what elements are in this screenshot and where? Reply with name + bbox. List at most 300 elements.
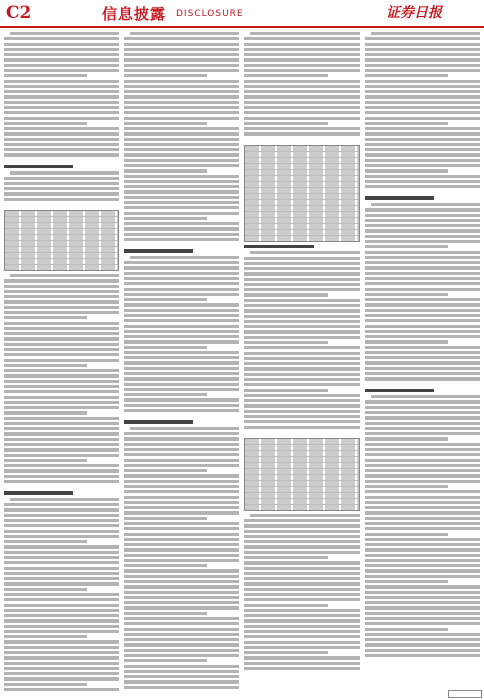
text-line — [365, 459, 480, 462]
text-line — [124, 628, 239, 631]
text-line — [4, 662, 119, 665]
text-line — [365, 580, 448, 583]
text-line — [244, 667, 360, 670]
newspaper-logo: 证券日报 — [386, 5, 442, 21]
text-line — [124, 196, 239, 199]
text-line — [365, 330, 480, 333]
text-line — [244, 267, 360, 270]
text-line — [124, 393, 207, 396]
text-line — [365, 111, 480, 114]
text-line — [124, 148, 239, 151]
text-line — [4, 588, 87, 591]
text-line — [244, 373, 360, 376]
text-line — [4, 656, 119, 659]
text-line — [4, 380, 119, 383]
text-line — [365, 654, 480, 657]
section-heading — [365, 196, 434, 200]
text-line — [124, 665, 239, 668]
text-line — [4, 311, 119, 314]
text-line — [365, 346, 480, 349]
text-line — [365, 95, 480, 98]
text-line — [244, 127, 360, 130]
text-line — [365, 606, 480, 609]
text-line — [124, 351, 239, 354]
text-line — [124, 117, 239, 120]
text-line — [365, 43, 480, 46]
text-line — [124, 90, 239, 93]
text-line — [124, 222, 239, 225]
text-line — [4, 337, 119, 340]
text-line — [365, 319, 480, 322]
text-line — [365, 58, 480, 61]
text-line — [244, 262, 360, 265]
text-line — [124, 169, 207, 172]
text-line — [4, 422, 119, 425]
text-line — [124, 233, 239, 236]
text-line — [365, 517, 480, 520]
text-line — [365, 85, 480, 88]
text-line — [365, 485, 448, 488]
text-line — [124, 175, 239, 178]
text-line — [4, 503, 119, 506]
text-line — [124, 132, 239, 135]
text-line — [244, 556, 328, 559]
text-line — [124, 432, 239, 435]
text-line — [365, 138, 480, 141]
text-line — [365, 298, 480, 301]
text-line — [4, 677, 119, 680]
text-line — [244, 420, 360, 423]
text-line — [4, 300, 119, 303]
text-line — [365, 185, 480, 188]
text-line — [4, 598, 119, 601]
text-line — [124, 453, 239, 456]
text-line — [365, 559, 480, 562]
text-line — [365, 612, 480, 615]
text-line — [365, 443, 480, 446]
text-line — [244, 577, 360, 580]
text-line — [244, 582, 360, 585]
text-line — [244, 545, 360, 548]
text-line — [365, 372, 480, 375]
section-heading — [365, 389, 434, 393]
text-line — [4, 290, 119, 293]
text-line — [4, 374, 119, 377]
section-heading — [4, 165, 73, 169]
text-line — [365, 48, 480, 51]
text-line — [124, 143, 239, 146]
text-line — [124, 559, 239, 562]
text-line — [365, 229, 480, 232]
text-line — [244, 74, 328, 77]
text-line — [365, 180, 480, 183]
text-line — [244, 293, 328, 296]
text-line — [365, 224, 480, 227]
text-line — [365, 422, 480, 425]
text-line — [4, 672, 119, 675]
text-line — [10, 498, 119, 501]
text-line — [4, 614, 119, 617]
text-line — [124, 659, 207, 662]
text-line — [365, 272, 480, 275]
text-line — [244, 662, 360, 665]
text-line — [124, 309, 239, 312]
text-line — [365, 361, 480, 364]
text-line — [365, 564, 480, 567]
text-line — [124, 464, 239, 467]
text-line — [4, 448, 119, 451]
text-line — [365, 309, 480, 312]
text-line — [124, 591, 239, 594]
text-line — [4, 64, 119, 67]
text-line — [4, 567, 119, 570]
text-line — [244, 651, 328, 654]
text-line — [365, 506, 480, 509]
table-row — [5, 265, 118, 270]
text-line — [124, 325, 239, 328]
column-1 — [4, 32, 119, 692]
text-line — [124, 298, 207, 301]
text-line — [244, 132, 360, 135]
text-line — [4, 545, 119, 548]
text-line — [124, 670, 239, 673]
text-line — [4, 646, 119, 649]
text-line — [124, 361, 239, 364]
text-line — [244, 535, 360, 538]
text-line — [365, 127, 480, 130]
column-4 — [365, 32, 480, 692]
text-line — [4, 469, 119, 472]
text-line — [130, 32, 239, 35]
text-line — [244, 106, 360, 109]
text-line — [124, 217, 207, 220]
text-line — [124, 480, 239, 483]
text-line — [244, 367, 360, 370]
text-line — [365, 208, 480, 211]
text-line — [4, 411, 87, 414]
text-line — [244, 58, 360, 61]
text-line — [124, 330, 239, 333]
text-line — [365, 469, 480, 472]
text-line — [365, 496, 480, 499]
text-line — [124, 643, 239, 646]
text-line — [365, 153, 480, 156]
text-line — [244, 288, 360, 291]
text-line — [4, 43, 119, 46]
text-line — [250, 32, 360, 35]
text-line — [4, 306, 119, 309]
text-line — [244, 609, 360, 612]
text-line — [4, 369, 119, 372]
text-line — [124, 335, 239, 338]
text-line — [365, 596, 480, 599]
text-line — [4, 364, 87, 367]
page-header — [0, 0, 484, 28]
text-line — [244, 85, 360, 88]
text-line — [244, 524, 360, 527]
text-line — [124, 212, 239, 215]
text-line — [365, 214, 480, 217]
text-line — [4, 524, 119, 527]
text-line — [124, 538, 239, 541]
text-line — [365, 256, 480, 259]
text-line — [124, 261, 239, 264]
text-line — [124, 288, 239, 291]
text-line — [365, 53, 480, 56]
text-line — [244, 320, 360, 323]
text-line — [365, 377, 480, 380]
text-line — [124, 206, 239, 209]
text-line — [244, 619, 360, 622]
text-line — [124, 266, 239, 269]
text-line — [365, 601, 480, 604]
text-line — [124, 622, 239, 625]
text-line — [365, 132, 480, 135]
text-line — [4, 127, 119, 130]
text-line — [244, 519, 360, 522]
data-table — [244, 145, 360, 242]
text-line — [365, 617, 480, 620]
text-line — [244, 389, 328, 392]
text-line — [124, 612, 207, 615]
text-line — [4, 464, 119, 467]
text-line — [124, 372, 239, 375]
text-line — [4, 561, 119, 564]
text-line — [244, 646, 360, 649]
text-line — [4, 101, 119, 104]
text-line — [244, 641, 360, 644]
text-line — [244, 257, 360, 260]
text-line — [124, 585, 239, 588]
column-3 — [244, 32, 360, 692]
text-line — [244, 426, 360, 429]
text-line — [4, 514, 119, 517]
text-line — [4, 688, 119, 691]
text-line — [244, 122, 328, 125]
text-line — [365, 367, 480, 370]
text-line — [365, 591, 480, 594]
text-line — [124, 367, 239, 370]
text-line — [4, 327, 119, 330]
text-line — [124, 159, 239, 162]
text-line — [4, 177, 119, 180]
text-line — [124, 649, 239, 652]
text-line — [365, 638, 480, 641]
text-line — [4, 530, 119, 533]
text-line — [4, 111, 119, 114]
text-line — [124, 282, 239, 285]
text-line — [4, 74, 87, 77]
text-line — [124, 485, 239, 488]
text-line — [365, 335, 480, 338]
text-line — [124, 238, 239, 241]
text-line — [365, 261, 480, 264]
text-line — [124, 575, 239, 578]
text-line — [244, 43, 360, 46]
text-line — [244, 415, 360, 418]
text-line — [244, 656, 360, 659]
text-line — [244, 330, 360, 333]
text-line — [250, 251, 360, 254]
text-line — [124, 314, 239, 317]
text-line — [365, 432, 480, 435]
text-line — [365, 453, 480, 456]
text-line — [124, 437, 239, 440]
text-line — [4, 635, 87, 638]
text-line — [365, 245, 448, 248]
text-line — [365, 464, 480, 467]
text-line — [4, 132, 119, 135]
text-line — [124, 122, 207, 125]
text-line — [4, 69, 119, 72]
data-table — [4, 210, 119, 271]
text-line — [365, 303, 480, 306]
text-line — [124, 617, 239, 620]
text-line — [124, 53, 239, 56]
text-line — [124, 69, 239, 72]
text-line — [244, 593, 360, 596]
text-line — [244, 37, 360, 40]
text-line — [244, 336, 360, 339]
page-number: C2 — [6, 3, 32, 23]
text-line — [244, 309, 360, 312]
table-row — [245, 505, 359, 510]
text-line — [365, 585, 480, 588]
text-line — [244, 64, 360, 67]
text-line — [4, 432, 119, 435]
text-line — [4, 80, 119, 83]
text-line — [244, 315, 360, 318]
table-row — [245, 236, 359, 241]
text-line — [244, 283, 360, 286]
section-heading — [4, 491, 73, 495]
text-line — [365, 490, 480, 493]
text-line — [124, 101, 239, 104]
text-line — [124, 111, 239, 114]
text-line — [4, 572, 119, 575]
text-line — [4, 122, 87, 125]
text-line — [244, 383, 360, 386]
text-line — [365, 538, 480, 541]
text-line — [371, 32, 480, 35]
text-line — [124, 490, 239, 493]
text-line — [124, 606, 239, 609]
section-title: 信息披露 — [102, 5, 167, 23]
text-line — [365, 122, 448, 125]
text-line — [4, 138, 119, 141]
text-line — [124, 522, 239, 525]
text-line — [124, 43, 239, 46]
text-line — [124, 469, 207, 472]
text-line — [124, 303, 239, 306]
text-line — [124, 340, 239, 343]
text-line — [365, 622, 480, 625]
text-line — [124, 106, 239, 109]
text-line — [365, 416, 480, 419]
text-line — [124, 164, 239, 167]
text-line — [124, 95, 239, 98]
text-line — [365, 575, 480, 578]
text-line — [130, 427, 239, 430]
text-line — [371, 203, 480, 206]
text-line — [124, 517, 207, 520]
text-line — [244, 572, 360, 575]
text-line — [365, 554, 480, 557]
text-line — [4, 406, 119, 409]
text-line — [244, 625, 360, 628]
text-line — [124, 543, 239, 546]
text-line — [365, 351, 480, 354]
text-line — [4, 117, 119, 120]
text-line — [124, 686, 239, 689]
text-line — [244, 325, 360, 328]
text-line — [4, 48, 119, 51]
text-line — [365, 143, 480, 146]
text-line — [4, 396, 119, 399]
text-line — [365, 548, 480, 551]
text-line — [244, 299, 360, 302]
text-line — [244, 80, 360, 83]
text-line — [244, 540, 360, 543]
text-line — [244, 346, 360, 349]
text-line — [4, 593, 119, 596]
text-line — [4, 604, 119, 607]
text-line — [124, 80, 239, 83]
text-line — [124, 448, 239, 451]
text-line — [4, 332, 119, 335]
text-line — [4, 295, 119, 298]
text-line — [124, 638, 239, 641]
text-line — [124, 383, 239, 386]
text-line — [365, 480, 480, 483]
text-line — [365, 80, 480, 83]
text-line — [244, 630, 360, 633]
text-line — [124, 569, 239, 572]
text-line — [365, 643, 480, 646]
text-line — [244, 378, 360, 381]
text-line — [124, 443, 239, 446]
text-line — [124, 533, 239, 536]
text-line — [4, 427, 119, 430]
text-line — [4, 640, 119, 643]
text-line — [124, 153, 239, 156]
text-line — [371, 395, 480, 398]
text-line — [4, 390, 119, 393]
text-line — [4, 37, 119, 40]
text-line — [365, 219, 480, 222]
text-line — [244, 48, 360, 51]
text-line — [124, 633, 239, 636]
text-line — [124, 680, 239, 683]
text-line — [124, 377, 239, 380]
text-line — [244, 101, 360, 104]
text-line — [4, 519, 119, 522]
text-line — [4, 630, 119, 633]
text-line — [365, 288, 480, 291]
text-line — [365, 400, 480, 403]
text-line — [365, 406, 480, 409]
text-line — [124, 501, 239, 504]
text-line — [365, 569, 480, 572]
text-line — [4, 343, 119, 346]
text-line — [4, 353, 119, 356]
text-line — [4, 443, 119, 446]
text-line — [4, 508, 119, 511]
section-heading — [124, 420, 193, 424]
text-line — [124, 138, 239, 141]
text-line — [244, 53, 360, 56]
text-line — [365, 633, 480, 636]
